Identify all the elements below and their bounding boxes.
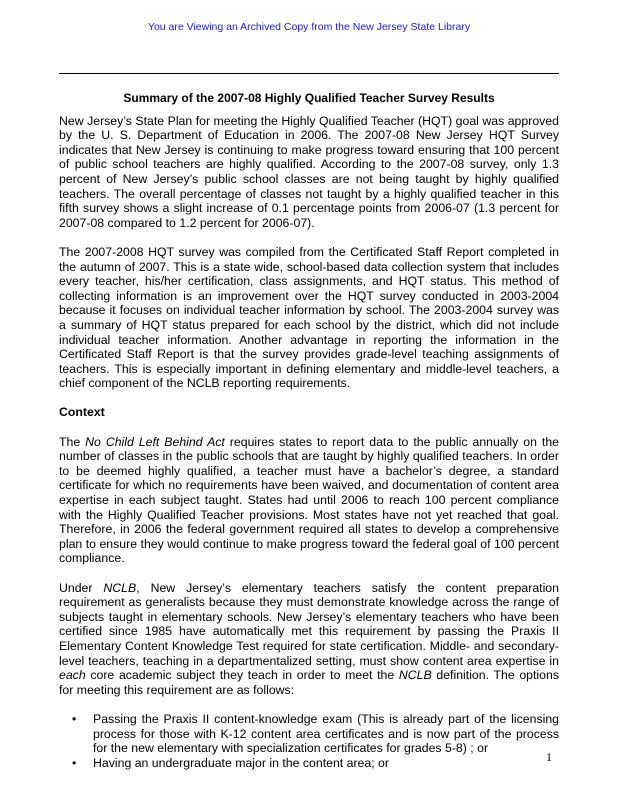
context-heading: Context — [59, 405, 105, 420]
context-paragraph-2: Under NCLB, New Jersey’s elementary teachers satisfy the content preparation requirement as generalists because they must demonstrate knowledge across the range of subjects taught in elementary schools. New Jersey’s elementary teachers who have been certified since 1985 have automatically met this requirement by passing the Praxis II Elementary Content Knowledge Test required for state certification. Middle- and secondary-level teachers, teaching in a departmentalized setting, must show content area expertise in each core academic subject they teach in order to meet the NCLB definition. The options for meeting this requirement are as follows: — [59, 580, 559, 697]
options-list — [59, 712, 559, 770]
survey-method-paragraph: The 2007-2008 HQT survey was compiled from the Certificated Staff Report completed in the autumn of 2007. This is a state wide, school-based data collection system that includes every teacher, his/her certification, class assignments, and HQT status. This method of collecting information is an improvement over the HQT survey conducted in 2003-2004 because it focuses on individual teacher information by school. The 2003-2004 survey was a summary of HQT status prepared for each school by the district, which did not include individual teacher information. Another advantage in reporting the information in the Certificated Staff Report is that the survey provides grade-level teaching assignments of teachers. This is especially important in defining elementary and middle-level teachers, a chief component of the NCLB reporting requirements. — [59, 244, 559, 391]
page-number: 1 — [546, 750, 552, 764]
header-rule — [59, 73, 559, 74]
document-title: Summary of the 2007-08 Highly Qualified Teacher Survey Results — [123, 91, 495, 105]
archive-banner: You are Viewing an Archived Copy from the New Jersey State Library — [147, 21, 471, 33]
bullet-icon: • — [72, 711, 77, 726]
bullet-icon: • — [72, 755, 77, 770]
document-body — [59, 91, 559, 770]
list-item: • Passing the Praxis II content-knowledge exam (This is already part of the licensing process for those with K-12 content area certificates and is now part of the process for the new elementary with specialization certificates for grades 5-8) ; or — [72, 711, 559, 756]
context-paragraph-1: The No Child Left Behind Act requires states to report data to the public annually on the number of classes in the public schools that are taught by highly qualified teachers. In order to be deemed highly qualified, a teacher must have a bachelor’s degree, a standard certificate for which no requirements have been waived, and documentation of content area expertise in each subject taught. States had until 2006 to reach 100 percent compliance with the Highly Qualified Teacher provisions. Most states have not yet reached that goal. Therefore, in 2006 the federal government required all states to develop a comprehensive plan to ensure they would continue to make progress toward the federal goal of 100 percent compliance. — [59, 434, 559, 566]
intro-paragraph: New Jersey’s State Plan for meeting the Highly Qualified Teacher (HQT) goal was approved by the U. S. Department of Education in 2006. The 2007-08 New Jersey HQT Survey indicates that New Jersey is continuing to make progress toward ensuring that 100 percent of public school teachers are highly qualified. According to the 2007-08 survey, only 1.3 percent of New Jersey’s public school classes are not being taught by highly qualified teachers. The overall percentage of classes not taught by a highly qualified teacher in this fifth survey shows a slight increase of 0.1 percentage points from 2006-07 (1.3 percent for 2007-08 compared to 1.2 percent for 2006-07). — [59, 113, 559, 230]
list-item: • Having an undergraduate major in the content area; or — [72, 755, 389, 770]
